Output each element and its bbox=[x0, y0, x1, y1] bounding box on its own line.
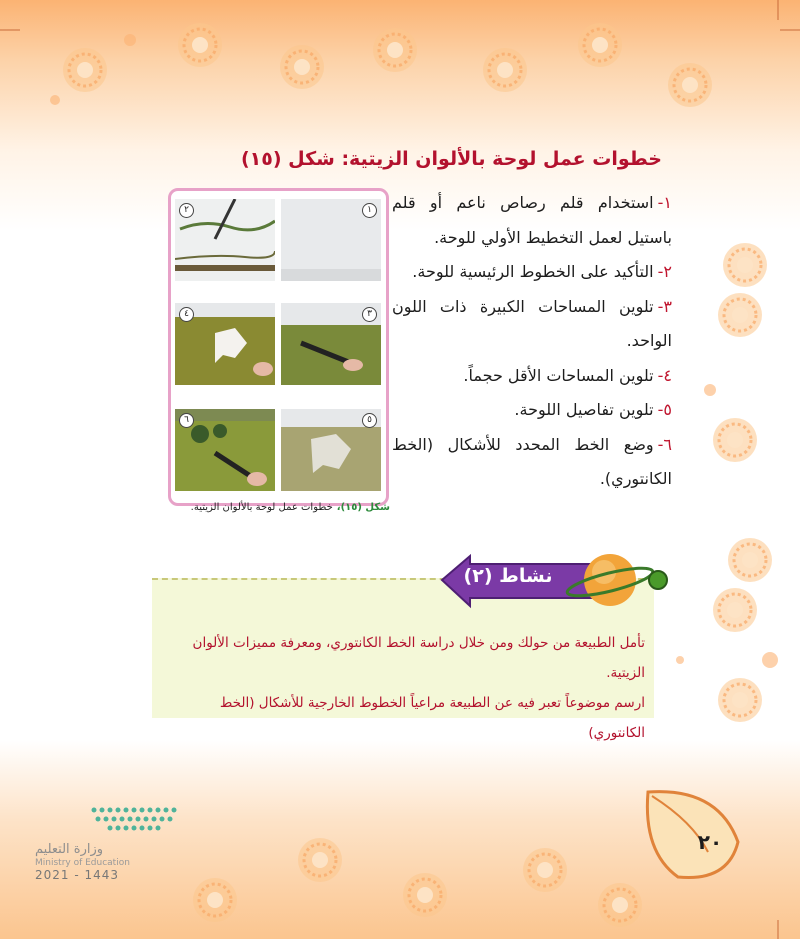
step-number: ٦- bbox=[657, 434, 672, 454]
list-item bbox=[392, 255, 672, 290]
step-badge: ١ bbox=[362, 203, 377, 218]
figure-photo-grid bbox=[168, 188, 389, 506]
photo-step-2 bbox=[175, 199, 275, 281]
step-text: تلوين المساحات الأقل حجماً. bbox=[463, 365, 654, 385]
page-number: ٢٠ bbox=[697, 830, 723, 854]
photo-step-1 bbox=[281, 199, 381, 281]
step-badge: ٤ bbox=[179, 307, 194, 322]
step-number: ٥- bbox=[657, 400, 672, 419]
figure-caption bbox=[172, 502, 390, 513]
list-item bbox=[392, 428, 672, 497]
caption-label: شكل (١٥)، bbox=[336, 502, 390, 513]
step-number: ١- bbox=[657, 193, 672, 212]
step-badge: ٦ bbox=[179, 413, 194, 428]
photo-step-5 bbox=[281, 409, 381, 491]
list-item bbox=[392, 290, 672, 359]
activity-line: تأمل الطبيعة من حولك ومن خلال دراسة الخط الكانتوري، ومعرفة مميزات الألوان الزيتية. bbox=[192, 635, 645, 681]
list-item bbox=[392, 393, 672, 428]
step-number: ٣- bbox=[657, 296, 672, 316]
ministry-name-en: Ministry of Education bbox=[35, 858, 130, 868]
step-text: التأكيد على الخطوط الرئيسية للوحة. bbox=[412, 262, 654, 281]
step-badge: ٢ bbox=[179, 203, 194, 218]
caption-text: خطوات عمل لوحة بالألوان الزيتية. bbox=[190, 502, 333, 513]
list-item bbox=[392, 359, 672, 394]
step-text: تلوين تفاصيل اللوحة. bbox=[514, 400, 654, 419]
photo-step-3 bbox=[281, 303, 381, 385]
step-text: تلوين المساحات الكبيرة ذات اللون الواحد. bbox=[392, 296, 672, 350]
activity-text bbox=[165, 628, 645, 748]
step-number: ٢- bbox=[657, 262, 672, 281]
list-item bbox=[392, 186, 672, 255]
activity-label: نشاط (٢) bbox=[463, 565, 553, 587]
section-title: خطوات عمل لوحة بالألوان الزيتية: شكل (١٥) bbox=[240, 148, 662, 170]
ministry-logo-icon bbox=[88, 802, 183, 838]
photo-step-4 bbox=[175, 303, 275, 385]
step-text: استخدام قلم رصاص ناعم أو قلم باستيل لعمل التخطيط الأولي للوحة. bbox=[392, 193, 672, 247]
step-badge: ٣ bbox=[362, 307, 377, 322]
step-text: وضع الخط المحدد للأشكال (الخط الكانتوري). bbox=[392, 434, 672, 488]
edition-year: 2021 - 1443 bbox=[35, 868, 120, 882]
step-badge: ٥ bbox=[362, 413, 377, 428]
step-number: ٤- bbox=[657, 365, 672, 385]
steps-list bbox=[392, 186, 672, 497]
activity-line: ارسم موضوعاً تعبر فيه عن الطبيعة مراعياً الخطوط الخارجية للأشكال (الخط الكانتوري) bbox=[219, 695, 645, 741]
photo-step-6 bbox=[175, 409, 275, 491]
ministry-name: وزارة التعليم bbox=[35, 842, 104, 857]
